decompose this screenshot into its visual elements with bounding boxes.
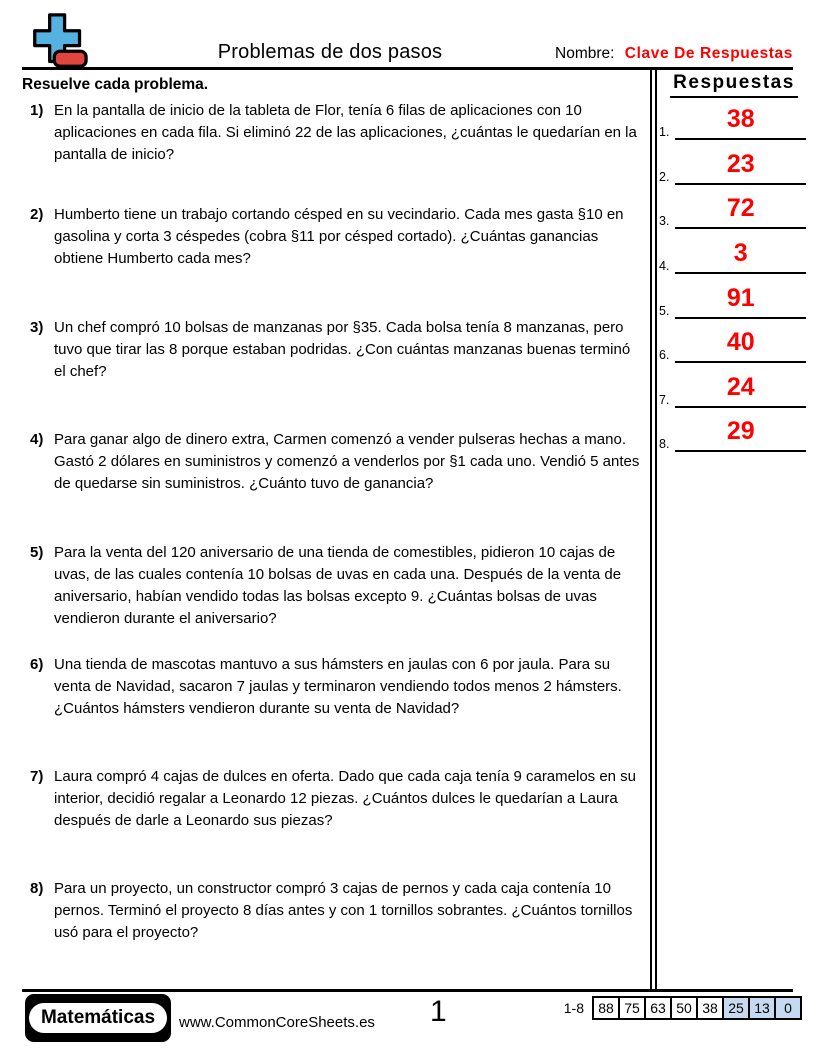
problem-number: 7) <box>30 768 44 785</box>
name-field <box>555 45 793 63</box>
score-cell: 88 <box>592 996 620 1020</box>
answer-number: 1. <box>659 125 670 139</box>
header-divider <box>22 67 793 70</box>
answers-title: Respuestas <box>670 72 798 98</box>
answer-number: 3. <box>659 214 670 228</box>
answer-number: 8. <box>659 437 670 451</box>
problem-text: Laura compró 4 cajas de dulces en oferta. Dado que cada caja tenía 9 caramelos en su interior, decidió regalar a Leonardo 12 piezas. ¿Cuántos dulces le quedarían a Laura después de darle a Leonardo sus piezas? <box>54 768 637 829</box>
problem-text: Una tienda de mascotas mantuvo a sus hámsters en jaulas con 6 por jaula. Para su venta de Navidad, sacaron 7 jaulas y terminaron vendiendo todos menos 2 hámsters. ¿Cuántos hámsters vendieron durante su venta de Navidad? <box>54 656 622 717</box>
problem-item <box>30 878 642 944</box>
score-cell: 75 <box>618 996 646 1020</box>
answer-value: 72 <box>675 193 806 229</box>
problem-item <box>30 766 642 832</box>
answer-number: 5. <box>659 304 670 318</box>
answer-value: 3 <box>675 238 806 274</box>
score-cell: 50 <box>670 996 698 1020</box>
problem-number: 8) <box>30 880 44 897</box>
answer-row <box>659 149 806 185</box>
answer-row <box>659 416 806 452</box>
score-cell: 0 <box>774 996 802 1020</box>
answer-value: 23 <box>675 149 806 185</box>
answer-value: 40 <box>675 327 806 363</box>
problem-number: 3) <box>30 319 44 336</box>
answer-number: 4. <box>659 259 670 273</box>
problem-item <box>30 204 642 270</box>
problem-item <box>30 429 642 495</box>
problem-item <box>30 542 642 630</box>
answer-number: 6. <box>659 348 670 362</box>
problem-number: 5) <box>30 544 44 561</box>
name-label: Nombre: <box>555 45 615 62</box>
answer-row <box>659 238 806 274</box>
score-cell: 13 <box>748 996 776 1020</box>
score-range-label: 1-8 <box>563 1000 584 1016</box>
name-value: Clave De Respuestas <box>624 45 793 62</box>
answer-row <box>659 193 806 229</box>
problem-number: 1) <box>30 102 44 119</box>
footer-divider <box>22 989 793 992</box>
answer-value: 24 <box>675 372 806 408</box>
score-cell: 63 <box>644 996 672 1020</box>
page-title: Problemas de dos pasos <box>217 41 443 63</box>
problem-text: Para un proyecto, un constructor compró 3 cajas de pernos y cada caja contenía 10 pernos. Terminó el proyecto 8 días antes y con 1 tornillos sobrantes. ¿Cuántos tornillos usó para el proyecto? <box>54 880 633 941</box>
problem-text: Un chef compró 10 bolsas de manzanas por §35. Cada bolsa tenía 8 manzanas, pero tuvo que tirar las 8 porque estaban podridas. ¿Con cuántas manzanas buenas terminó el chef? <box>54 319 631 380</box>
answer-number: 7. <box>659 393 670 407</box>
problem-number: 6) <box>30 656 44 673</box>
answer-value: 91 <box>675 283 806 319</box>
problem-item <box>30 654 642 720</box>
problem-text: Para ganar algo de dinero extra, Carmen comenzó a vender pulseras hechas a mano. Gastó 2 dólares en suministros y comenzó a venderlos por §1 cada uno. Vendió 5 antes de quedarse sin suministros. ¿Cuánto tuvo de ganancia? <box>54 431 640 492</box>
problem-text: Para la venta del 120 aniversario de una tienda de comestibles, pidieron 10 cajas de uvas, de las cuales contenía 10 bolsas de uvas en cada una. Después de la venta de aniversario, habían vendido todas las bolsas excepto 9. ¿Cuántas bolsas de uvas vendieron durante el aniversario? <box>54 544 622 627</box>
page-number: 1 <box>430 995 447 1028</box>
score-cell: 25 <box>722 996 750 1020</box>
score-table <box>564 996 802 1020</box>
brand-name: Matemáticas <box>29 1003 167 1033</box>
answer-value: 38 <box>675 104 806 140</box>
website-url: www.CommonCoreSheets.es <box>179 1014 375 1031</box>
answer-row <box>659 283 806 319</box>
answer-value: 29 <box>675 416 806 452</box>
answer-number: 2. <box>659 170 670 184</box>
problem-text: Humberto tiene un trabajo cortando césped en su vecindario. Cada mes gasta §10 en gasolina y corta 3 céspedes (cobra §11 por césped cortado). ¿Cuántas ganancias obtiene Humberto cada mes? <box>54 206 624 267</box>
problem-number: 4) <box>30 431 44 448</box>
problem-item <box>30 100 642 166</box>
problem-item <box>30 317 642 383</box>
answer-row <box>659 104 806 140</box>
answers-divider <box>650 70 657 991</box>
answer-row <box>659 327 806 363</box>
problem-number: 2) <box>30 206 44 223</box>
answer-row <box>659 372 806 408</box>
instruction-text: Resuelve cada problema. <box>22 76 209 93</box>
problem-text: En la pantalla de inicio de la tableta de Flor, tenía 6 filas de aplicaciones con 10 aplicaciones en cada fila. Si eliminó 22 de las aplicaciones, ¿cuántas le quedarían en la pantalla de inicio? <box>54 102 637 163</box>
brand-logo <box>25 994 171 1042</box>
score-cell: 38 <box>696 996 724 1020</box>
